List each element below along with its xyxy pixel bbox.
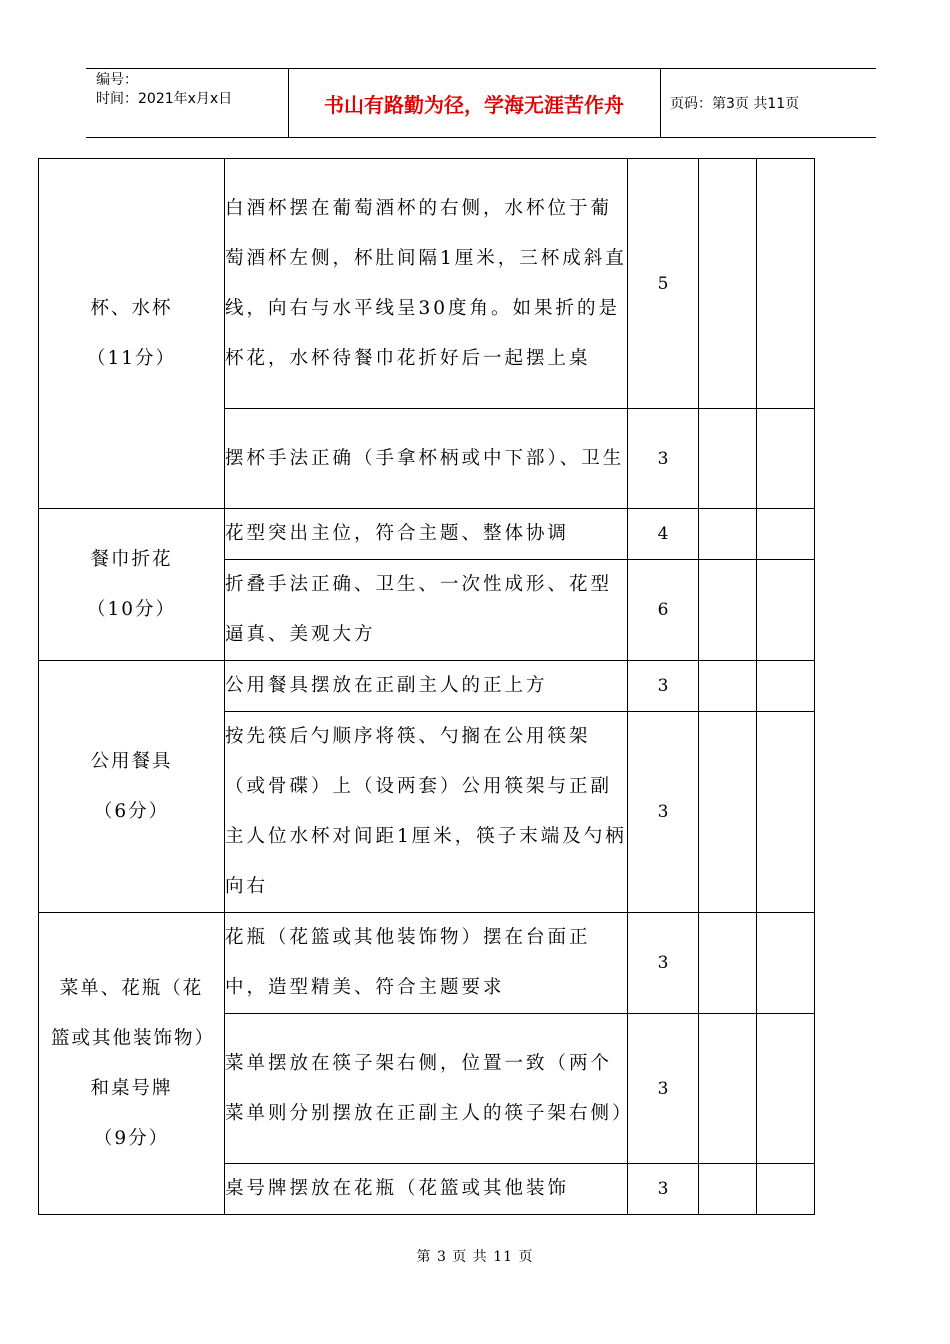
category-name: 菜单、花瓶（花篮或其他装饰物） — [51, 977, 216, 1049]
category-cell — [39, 661, 225, 913]
requirement-cell: 桌号牌摆放在花瓶（花篮或其他装饰 — [225, 1164, 628, 1215]
blank-cell — [757, 409, 815, 509]
score-cell: 3 — [628, 1164, 699, 1215]
requirement-cell: 菜单摆放在筷子架右侧，位置一致（两个菜单则分别摆放在正副主人的筷子架右侧） — [225, 1014, 628, 1164]
page-footer: 第 3 页 共 11 页 — [416, 1249, 534, 1265]
score-cell: 3 — [628, 913, 699, 1014]
category-name: 餐巾折花 — [90, 548, 173, 570]
category-cell — [39, 509, 225, 661]
blank-cell — [757, 661, 815, 712]
requirement-cell: 花型突出主位，符合主题、整体协调 — [225, 509, 628, 560]
score-cell: 3 — [628, 409, 699, 509]
score-cell: 5 — [628, 159, 699, 409]
table-row — [39, 159, 815, 409]
category-points: （10分） — [86, 598, 177, 620]
blank-cell — [757, 1014, 815, 1164]
requirement-cell: 白酒杯摆在葡萄酒杯的右侧，水杯位于葡萄酒杯左侧，杯肚间隔1厘米，三杯成斜直线，向右与水平线呈30度角。如果折的是杯花，水杯待餐巾花折好后一起摆上桌 — [225, 159, 628, 409]
category-cell — [39, 159, 225, 509]
blank-cell — [699, 1014, 757, 1164]
score-cell: 6 — [628, 560, 699, 661]
category-name: 公用餐具 — [90, 750, 173, 772]
score-cell: 3 — [628, 661, 699, 712]
blank-cell — [757, 560, 815, 661]
blank-cell — [757, 509, 815, 560]
requirement-cell: 公用餐具摆放在正副主人的正上方 — [225, 661, 628, 712]
blank-cell — [699, 661, 757, 712]
category-name-suffix: 和桌号牌 — [90, 1077, 173, 1099]
header-divider — [660, 69, 661, 137]
blank-cell — [699, 509, 757, 560]
category-points: （11分） — [86, 347, 177, 369]
requirement-cell: 折叠手法正确、卫生、一次性成形、花型逼真、美观大方 — [225, 560, 628, 661]
requirement-cell: 花瓶（花篮或其他装饰物）摆在台面正中，造型精美、符合主题要求 — [225, 913, 628, 1014]
blank-cell — [699, 913, 757, 1014]
category-cell — [39, 913, 225, 1215]
blank-cell — [757, 913, 815, 1014]
score-cell: 4 — [628, 509, 699, 560]
table-row — [39, 913, 815, 1014]
blank-cell — [757, 159, 815, 409]
header-meta — [96, 71, 232, 109]
header-motto: 书山有路勤为径，学海无涯苦作舟 — [324, 92, 624, 117]
category-name: 杯、水杯 — [90, 297, 173, 319]
requirement-cell: 摆杯手法正确（手拿杯柄或中下部）、卫生 — [225, 409, 628, 509]
category-points: （9分） — [93, 1127, 170, 1149]
score-cell: 3 — [628, 1014, 699, 1164]
table-row — [39, 661, 815, 712]
table-row — [39, 509, 815, 560]
blank-cell — [699, 712, 757, 913]
page-header — [86, 68, 876, 138]
blank-cell — [699, 159, 757, 409]
score-cell: 3 — [628, 712, 699, 913]
header-page-label: 页码：第3页 共11页 — [670, 96, 800, 112]
category-points: （6分） — [93, 800, 170, 822]
scoring-table — [38, 158, 815, 1215]
blank-cell — [757, 712, 815, 913]
blank-cell — [699, 409, 757, 509]
document-number-label: 编号： — [96, 72, 138, 88]
requirement-cell: 按先筷后勺顺序将筷、勺搁在公用筷架（或骨碟）上（设两套）公用筷架与正副主人位水杯对间距1厘米，筷子末端及勺柄向右 — [225, 712, 628, 913]
document-time-label: 时间：2021年x月x日 — [96, 91, 233, 107]
blank-cell — [757, 1164, 815, 1215]
blank-cell — [699, 1164, 757, 1215]
blank-cell — [699, 560, 757, 661]
